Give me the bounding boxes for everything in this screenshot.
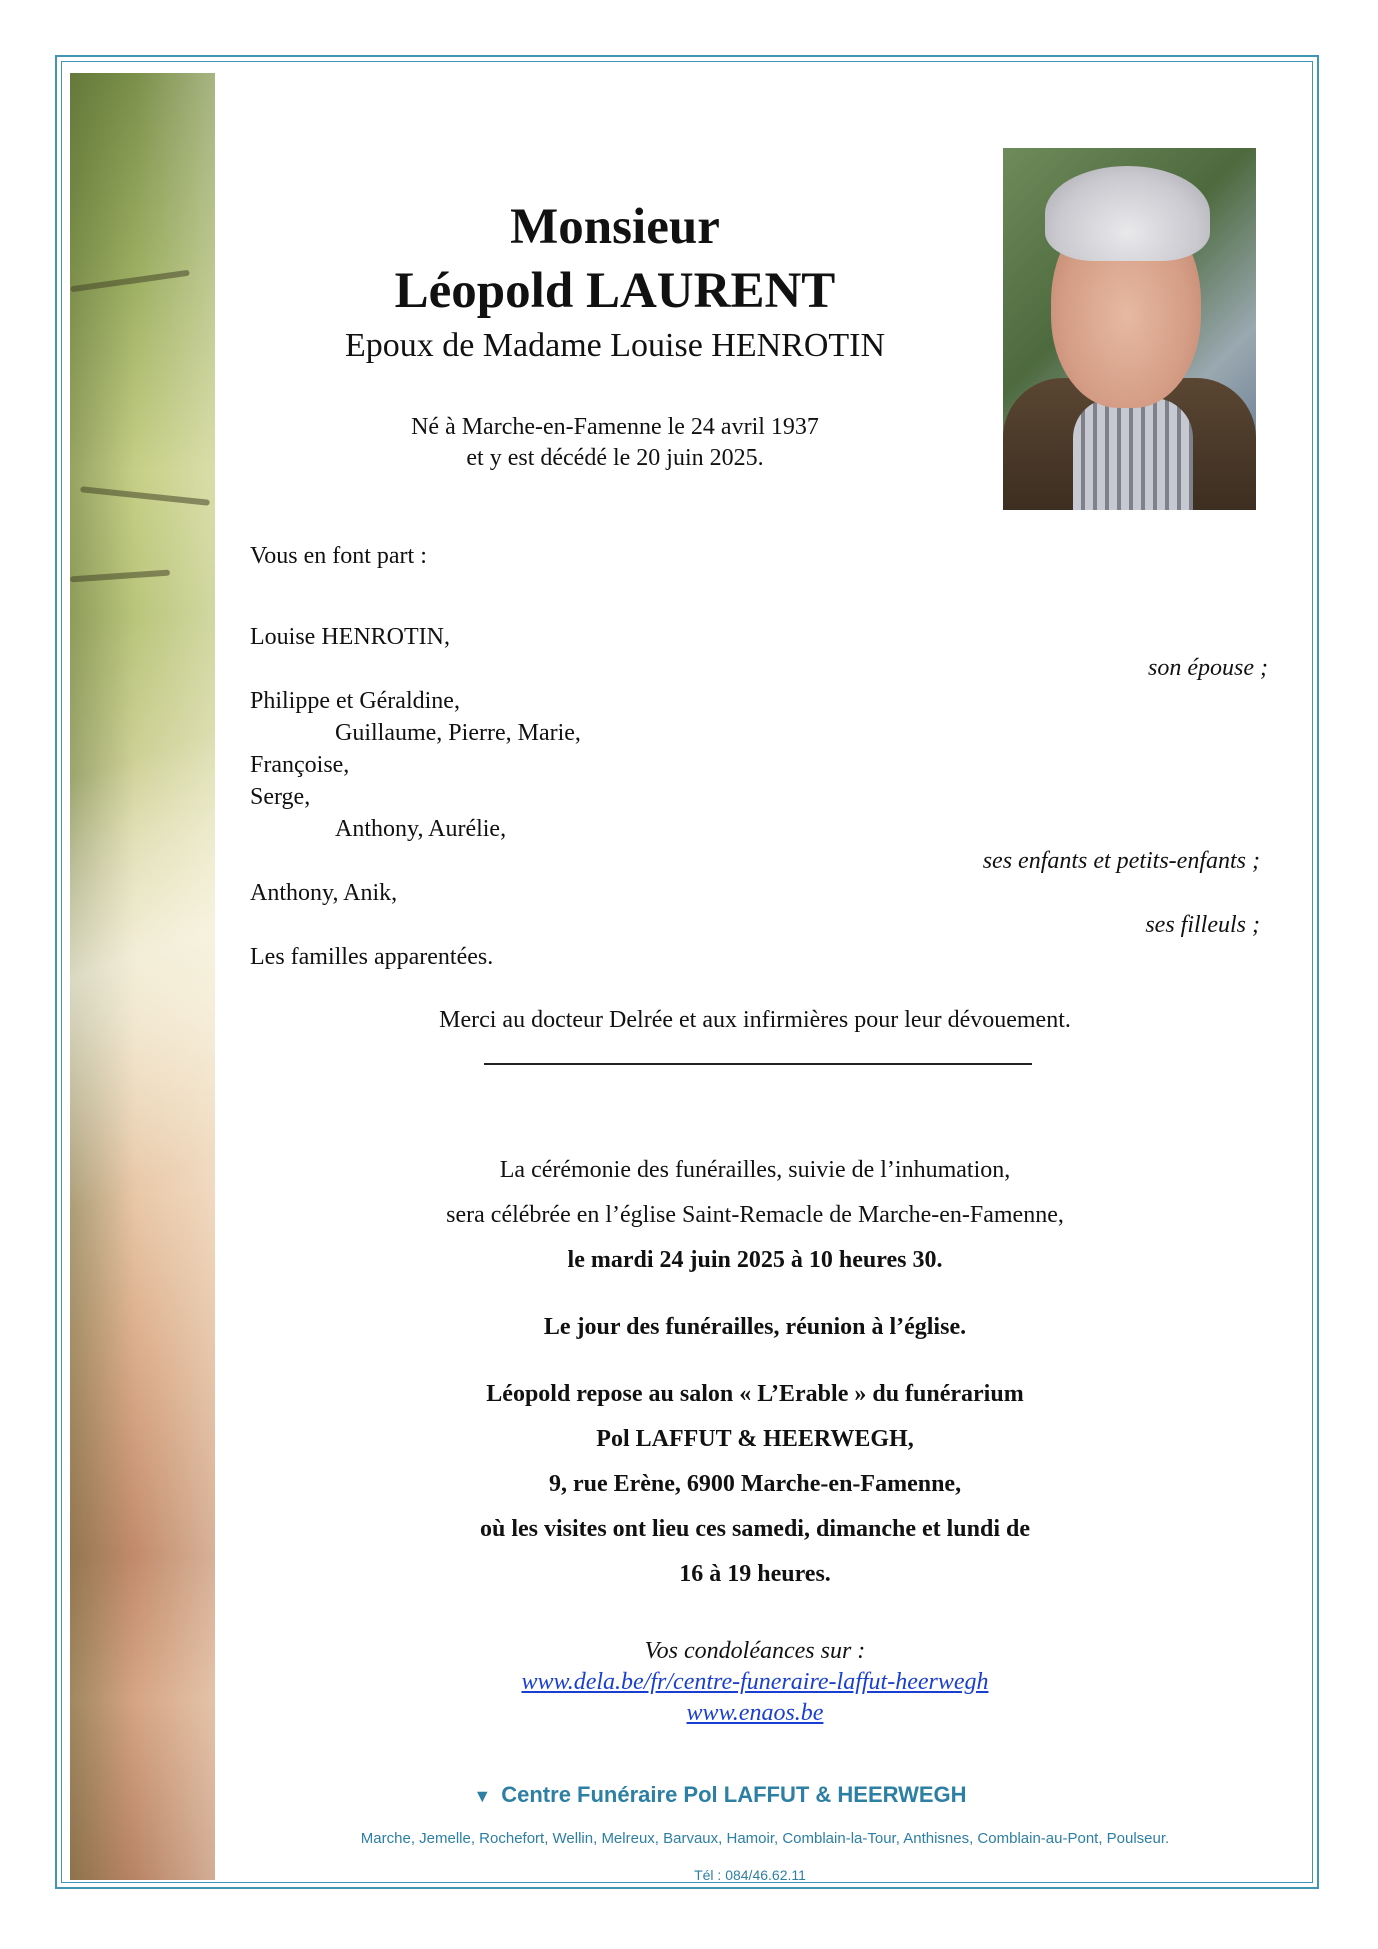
- family-line: Françoise,: [250, 752, 350, 778]
- salutation: Monsieur: [510, 199, 720, 255]
- family-relation: son épouse ;: [1148, 655, 1268, 681]
- footer-company: [400, 1782, 1040, 1808]
- rest-line: Léopold repose au salon « L’Erable » du funérarium: [486, 1381, 1024, 1407]
- footer-towns: Marche, Jemelle, Rochefort, Wellin, Melreux, Barvaux, Hamoir, Comblain-la-Tour, Anthisnes, Comblain-au-Pont, Poulseur.: [360, 1830, 1170, 1847]
- thanks-text: Merci au docteur Delrée et aux infirmières pour leur dévouement.: [439, 1007, 1071, 1033]
- family-line: Les familles apparentées.: [250, 944, 494, 970]
- family-line: Louise HENROTIN,: [250, 624, 450, 650]
- deceased-name: Léopold LAURENT: [394, 263, 836, 319]
- triangle-down-icon: ▼: [473, 1786, 492, 1806]
- rest-line: 9, rue Erène, 6900 Marche-en-Famenne,: [548, 1471, 962, 1497]
- meeting-note: Le jour des funérailles, réunion à l’église.: [543, 1314, 967, 1340]
- condolences-link-dela[interactable]: www.dela.be/fr/centre-funeraire-laffut-heerwegh: [521, 1669, 989, 1695]
- separator-line: [484, 1063, 1032, 1065]
- ceremony-line: La cérémonie des funérailles, suivie de l’inhumation,: [499, 1157, 1011, 1183]
- family-line: Anthony, Aurélie,: [335, 816, 507, 842]
- ceremony-line: sera célébrée en l’église Saint-Remacle de Marche-en-Famenne,: [446, 1202, 1064, 1228]
- family-line: Guillaume, Pierre, Marie,: [335, 720, 581, 746]
- footer-company-name: Centre Funéraire Pol LAFFUT & HEERWEGH: [501, 1782, 967, 1807]
- forest-path-image: [70, 73, 215, 1880]
- rest-line: 16 à 19 heures.: [679, 1561, 831, 1587]
- family-line: Serge,: [250, 784, 311, 810]
- family-relation: ses enfants et petits-enfants ;: [982, 848, 1260, 874]
- spouse-line: Epoux de Madame Louise HENROTIN: [344, 327, 886, 364]
- rest-line: Pol LAFFUT & HEERWEGH,: [596, 1426, 914, 1452]
- family-line: Philippe et Géraldine,: [250, 688, 460, 714]
- death-line: et y est décédé le 20 juin 2025.: [466, 445, 764, 471]
- family-line: Anthony, Anik,: [250, 880, 398, 906]
- rest-line: où les visites ont lieu ces samedi, dimanche et lundi de: [479, 1516, 1031, 1542]
- birth-line: Né à Marche-en-Famenne le 24 avril 1937: [411, 414, 819, 440]
- intro-text: Vous en font part :: [250, 543, 427, 569]
- condolences-label: Vos condoléances sur :: [644, 1638, 866, 1664]
- condolences-link-enaos[interactable]: www.enaos.be: [686, 1700, 824, 1726]
- family-relation: ses filleuls ;: [1145, 912, 1260, 938]
- ceremony-date: le mardi 24 juin 2025 à 10 heures 30.: [567, 1247, 943, 1273]
- portrait-photo: [1003, 148, 1256, 510]
- footer-phone: Tél : 084/46.62.11: [694, 1867, 806, 1883]
